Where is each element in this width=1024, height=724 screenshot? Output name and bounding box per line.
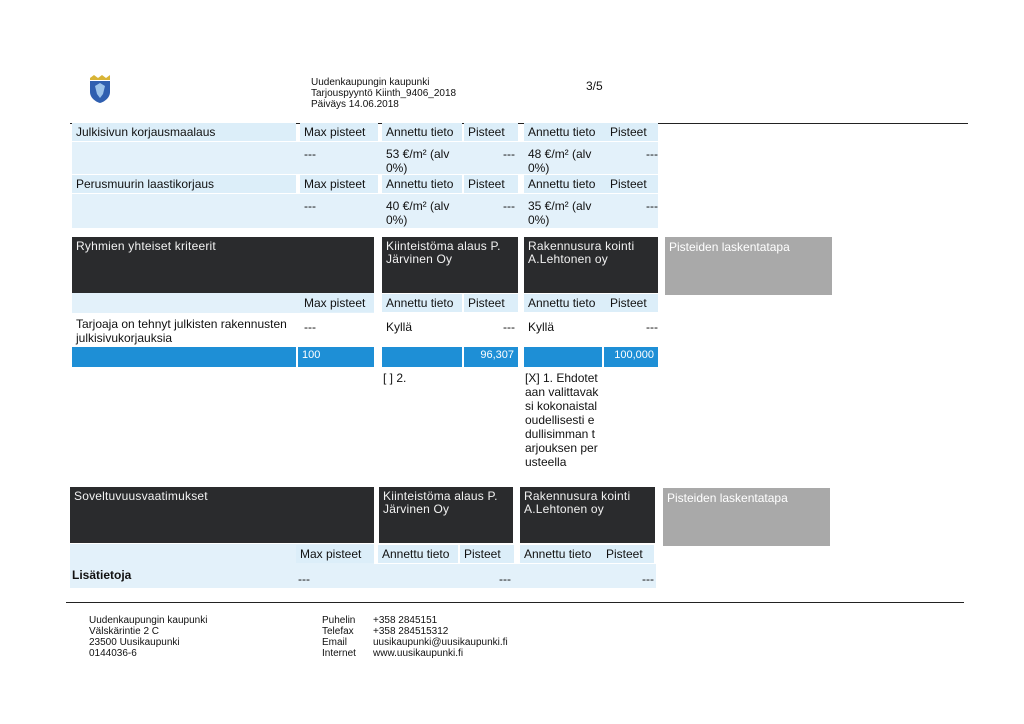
footer-email: uusikaupunki@uusikaupunki.fi (373, 637, 508, 648)
criterion-b2-value: Kyllä (528, 320, 555, 334)
section1-max-header: Max pisteet (300, 123, 378, 141)
section1-max: --- (304, 147, 316, 161)
section1-b2-points-header: Pisteet (606, 123, 658, 141)
criterion-b1-value: Kyllä (386, 320, 413, 334)
suitability-b2-points-header: Pisteet (602, 545, 654, 563)
header-date: Päiväys 14.06.2018 (311, 99, 399, 110)
suitability-scoring-method: Pisteiden laskentatapa (663, 488, 830, 546)
suitability-bidder1-name: Kiinteistöma alaus P. Järvinen Oy (379, 487, 513, 543)
footer-phone: +358 2845151 (373, 615, 438, 626)
section2-b2-points-header: Pisteet (606, 175, 658, 193)
extra-info-label: Lisätietoja (72, 568, 132, 582)
extra-info-b2: --- (642, 572, 654, 586)
bidder2-selection: [X] 1. Ehdotetaan valittavaksi kokonaistaloudellisesti edullisimman tarjouksen perusteella (525, 371, 599, 469)
footer-phone-label: Puhelin (322, 615, 356, 626)
total-max: 100 (298, 347, 374, 367)
section1-b1-value: 53 €/m² (alv 0%) (386, 147, 450, 175)
suitability-b2-value-header: Annettu tieto (520, 545, 602, 563)
total-b2-bar (524, 347, 602, 367)
section2-b2-points: --- (646, 199, 658, 213)
section1-b1-points: --- (503, 147, 515, 161)
extra-info-max: --- (298, 572, 310, 586)
suitability-bidder2-name: Rakennusura kointi A.Lehtonen oy (520, 487, 655, 543)
section2-b2-value: 35 €/m² (alv 0%) (528, 199, 592, 227)
coat-of-arms-icon (86, 74, 114, 104)
section2-max-header: Max pisteet (300, 175, 378, 193)
suitability-max-header: Max pisteet (296, 545, 374, 563)
footer-org: Uudenkaupungin kaupunki (89, 615, 208, 626)
criterion-label: Tarjoaja on tehnyt julkisten rakennusten julkisivukorjauksia (76, 317, 287, 345)
section2-title: Perusmuurin laastikorjaus (72, 175, 296, 193)
total-b1-score: 96,307 (464, 347, 518, 367)
footer-fax: +358 284515312 (373, 626, 449, 637)
extra-row-bg (70, 564, 656, 588)
group-bidder1-name: Kiinteistöma alaus P. Järvinen Oy (382, 237, 518, 293)
criterion-max: --- (304, 320, 316, 334)
bidder1-selection: [ ] 2. (383, 371, 407, 385)
section1-b1-points-header: Pisteet (464, 123, 518, 141)
section2-b2-value-header: Annettu tieto (524, 175, 606, 193)
group-b2-points-header: Pisteet (606, 294, 658, 312)
group-max-header: Max pisteet (300, 294, 374, 312)
total-b1-bar (382, 347, 462, 367)
criterion-b2-points: --- (646, 320, 658, 334)
group-b2-value-header: Annettu tieto (524, 294, 606, 312)
footer-email-label: Email (322, 637, 348, 648)
footer-street: Välskärintie 2 C (89, 626, 160, 637)
section2-b1-value-header: Annettu tieto (382, 175, 462, 193)
page-number: 3/5 (586, 79, 603, 93)
section1-b1-value-header: Annettu tieto (382, 123, 462, 141)
footer-divider (66, 602, 964, 603)
suitability-b1-points-header: Pisteet (460, 545, 514, 563)
section1-b2-value-header: Annettu tieto (524, 123, 606, 141)
group-b1-value-header: Annettu tieto (382, 294, 462, 312)
criterion-b1-points: --- (503, 320, 515, 334)
group-criteria-title: Ryhmien yhteiset kriteerit (72, 237, 374, 293)
footer-web-label: Internet (322, 648, 356, 659)
group-b1-points-header: Pisteet (464, 294, 518, 312)
section1-b2-value: 48 €/m² (alv 0%) (528, 147, 592, 175)
total-b2-score: 100,000 (604, 347, 658, 367)
section1-title: Julkisivun korjausmaalaus (72, 123, 296, 141)
footer-business-id: 0144036-6 (89, 648, 137, 659)
footer-postal: 23500 Uusikaupunki (89, 637, 180, 648)
footer-fax-label: Telefax (322, 626, 354, 637)
suitability-title: Soveltuvuusvaatimukset (70, 487, 374, 543)
section2-max: --- (304, 199, 316, 213)
group-scoring-method: Pisteiden laskentatapa (665, 237, 832, 295)
header-org: Uudenkaupungin kaupunki (311, 77, 430, 88)
header-ref: Tarjouspyyntö Kiinth_9406_2018 (311, 88, 457, 99)
section2-b1-value: 40 €/m² (alv 0%) (386, 199, 450, 227)
section2-b1-points-header: Pisteet (464, 175, 518, 193)
totals-bar-label-cell (72, 347, 296, 367)
suitability-b1-value-header: Annettu tieto (378, 545, 458, 563)
section2-b1-points: --- (503, 199, 515, 213)
footer-web: www.uusikaupunki.fi (373, 648, 464, 659)
section1-b2-points: --- (646, 147, 658, 161)
extra-info-b1: --- (499, 572, 511, 586)
group-bidder2-name: Rakennusura kointi A.Lehtonen oy (524, 237, 658, 293)
